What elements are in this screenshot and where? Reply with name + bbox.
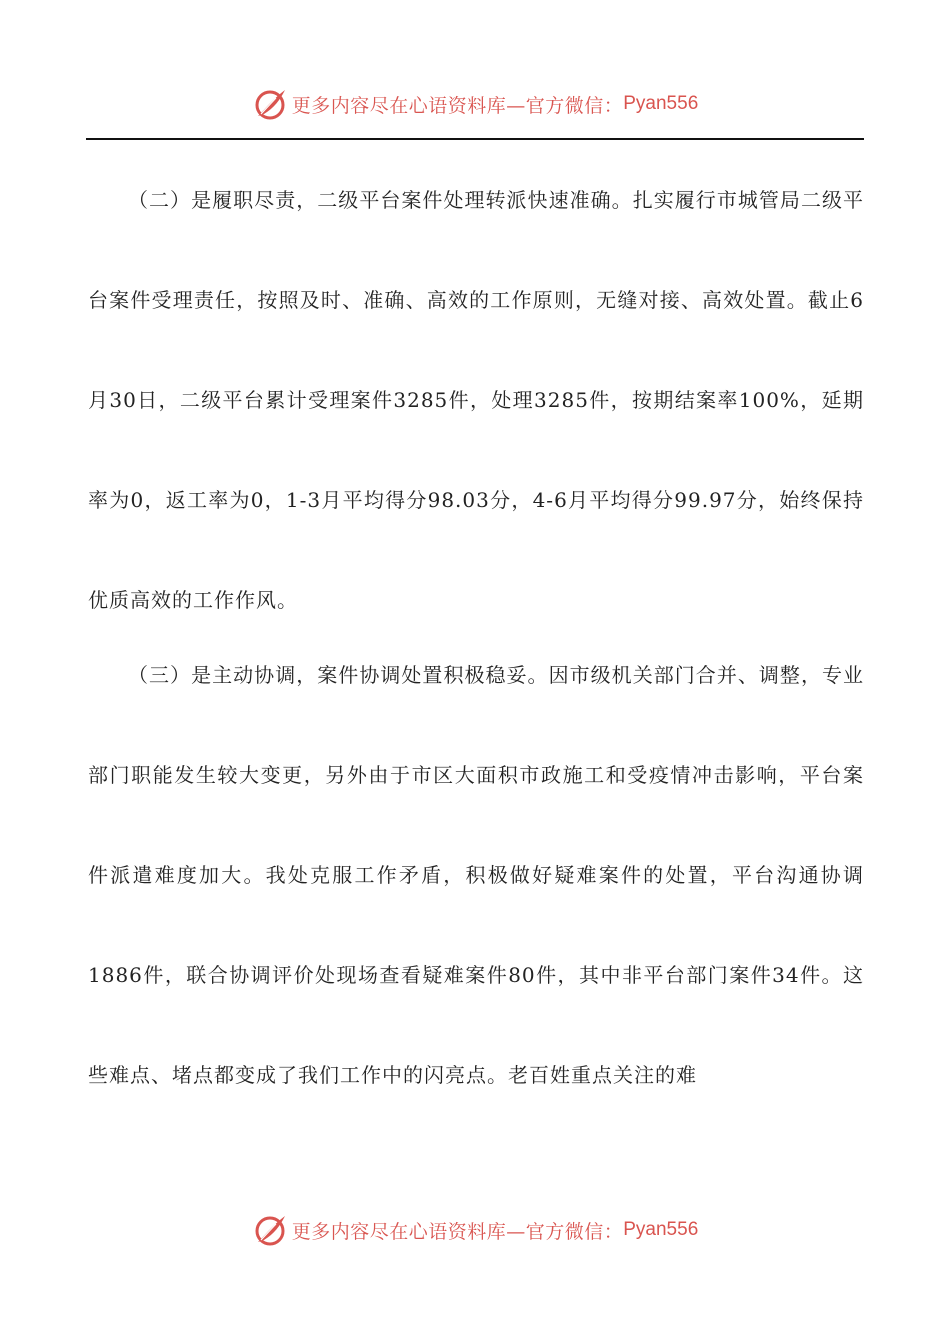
banner-wechat-id: Pyan556 bbox=[623, 93, 699, 114]
quill-pen-circle-icon bbox=[252, 1212, 288, 1248]
banner-wechat-id: Pyan556 bbox=[623, 1219, 699, 1240]
banner-text: 更多内容尽在心语资料库—官方微信： bbox=[291, 1220, 624, 1243]
quill-pen-circle-icon bbox=[252, 86, 288, 122]
paragraph-3: （三）是主动协调，案件协调处置积极稳妥。因市级机关部门合并、调整，专业部门职能发生较大变更，另外由于市区大面积市政施工和受疫情冲击影响，平台案件派遣难度加大。我处克服工作矛盾，积极做好疑难案件的处置，平台沟通协调1886件，联合协调评价处现场查看疑难案件80件，其中非平台部门案件34件。这些难点、堵点都变成了我们工作中的闪亮点。老百姓重点关注的难 bbox=[88, 663, 864, 1087]
document-body bbox=[88, 150, 864, 1125]
footer-banner bbox=[0, 1210, 950, 1250]
header-rule bbox=[86, 138, 864, 140]
header-banner bbox=[0, 84, 950, 124]
banner-text: 更多内容尽在心语资料库—官方微信： bbox=[291, 94, 624, 117]
paragraph-2: （二）是履职尽责，二级平台案件处理转派快速准确。扎实履行市城管局二级平台案件受理责任，按照及时、准确、高效的工作原则，无缝对接、高效处置。截止6月30日，二级平台累计受理案件3285件，处理3285件，按期结案率100%，延期率为0，返工率为0，1-3月平均得分98.03分，4-6月平均得分99.97分，始终保持优质高效的工作作风。 bbox=[88, 188, 864, 612]
